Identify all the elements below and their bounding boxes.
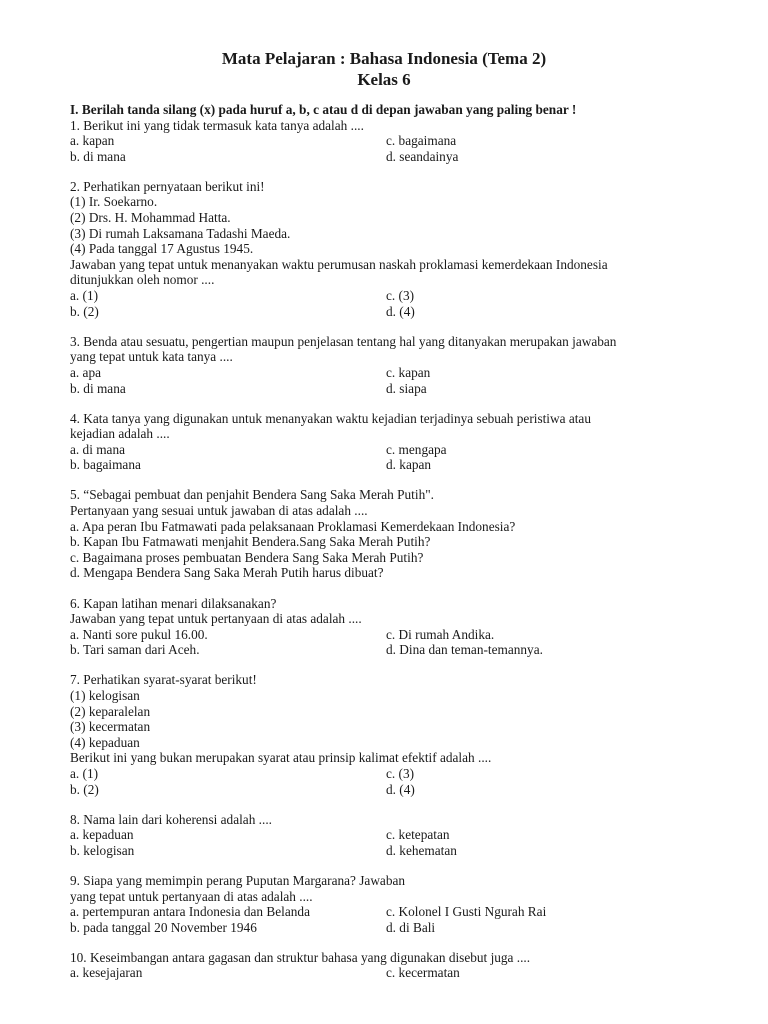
option-row bbox=[70, 904, 710, 920]
statement-item: (4) Pada tanggal 17 Agustus 1945. bbox=[70, 241, 254, 257]
option-c: c. bagaimana bbox=[386, 133, 457, 149]
question-1 bbox=[70, 118, 710, 165]
question-prompt: Berikut ini yang bukan merupakan syarat atau prinsip kalimat efektif adalah .... bbox=[70, 750, 492, 766]
option-b: b. (2) bbox=[70, 781, 99, 797]
option-b: b. Tari saman dari Aceh. bbox=[70, 642, 200, 658]
option-c: c. Di rumah Andika. bbox=[386, 626, 495, 642]
question-stem: 9. Siapa yang memimpin perang Puputan Margarana? Jawaban bbox=[70, 872, 406, 888]
option-row bbox=[70, 442, 710, 458]
question-stem: yang tepat untuk pertanyaan di atas adalah .... bbox=[70, 888, 313, 904]
page-subtitle: Kelas 6 bbox=[357, 70, 411, 89]
option-row bbox=[70, 288, 710, 304]
option-a: a. (1) bbox=[70, 288, 99, 304]
option-row bbox=[70, 843, 710, 859]
option-a: a. apa bbox=[70, 364, 102, 380]
option-c: c. (3) bbox=[386, 288, 415, 304]
question-stem: 2. Perhatikan pernyataan berikut ini! bbox=[70, 178, 265, 194]
question-stem: 4. Kata tanya yang digunakan untuk menanyakan waktu kejadian terjadinya sebuah peristiwa atau bbox=[70, 410, 591, 426]
option-a: a. di mana bbox=[70, 441, 126, 457]
statement-item: (3) Di rumah Laksamana Tadashi Maeda. bbox=[70, 225, 291, 241]
question-2 bbox=[70, 179, 710, 319]
option-c: c. ketepatan bbox=[386, 827, 450, 843]
option-c: c. kecermatan bbox=[386, 965, 460, 981]
question-stem: 10. Keseimbangan antara gagasan dan struktur bahasa yang digunakan disebut juga .... bbox=[70, 949, 531, 965]
option-d: d. (4) bbox=[386, 781, 415, 797]
option-a: a. pertempuran antara Indonesia dan Belanda bbox=[70, 904, 310, 920]
statement-item: (4) kepaduan bbox=[70, 734, 140, 750]
option-c: c. Bagaimana proses pembuatan Bendera Sang Saka Merah Putih? bbox=[70, 549, 424, 565]
statement-item: (1) kelogisan bbox=[70, 688, 140, 703]
page-title: Mata Pelajaran : Bahasa Indonesia (Tema 2) bbox=[221, 49, 547, 68]
question-stem: 7. Perhatikan syarat-syarat berikut! bbox=[70, 672, 257, 688]
option-b: b. kelogisan bbox=[70, 842, 135, 858]
question-stem: kejadian adalah .... bbox=[70, 426, 170, 442]
option-d: d. di Bali bbox=[386, 919, 436, 935]
statement-item: (3) kecermatan bbox=[70, 719, 151, 735]
question-prompt: ditunjukkan oleh nomor .... bbox=[70, 272, 215, 288]
statement-item: (2) keparalelan bbox=[70, 703, 151, 719]
question-stem: yang tepat untuk kata tanya .... bbox=[70, 349, 233, 365]
option-row bbox=[70, 766, 710, 782]
option-row bbox=[70, 304, 710, 320]
question-stem: 1. Berikut ini yang tidak termasuk kata tanya adalah .... bbox=[70, 117, 364, 133]
option-row bbox=[70, 782, 710, 798]
option-a: a. (1) bbox=[70, 765, 99, 781]
question-3 bbox=[70, 334, 710, 396]
question-7 bbox=[70, 672, 710, 797]
option-row bbox=[70, 149, 710, 165]
option-b: b. di mana bbox=[70, 380, 126, 396]
question-stem: 3. Benda atau sesuatu, pengertian maupun penjelasan tentang hal yang ditanyakan merupakan jawaban bbox=[70, 333, 617, 349]
statement-item: (2) Drs. H. Mohammad Hatta. bbox=[70, 210, 231, 226]
question-6 bbox=[70, 596, 710, 658]
question-stem: Jawaban yang tepat untuk pertanyaan di atas adalah .... bbox=[70, 611, 362, 627]
option-c: c. (3) bbox=[386, 765, 415, 781]
option-row bbox=[70, 965, 710, 981]
option-d: d. Mengapa Bendera Sang Saka Merah Putih harus dibuat? bbox=[70, 565, 384, 581]
option-d: d. (4) bbox=[386, 303, 415, 319]
statement-item: (1) Ir. Soekarno. bbox=[70, 194, 158, 210]
option-d: d. Dina dan teman-temannya. bbox=[386, 642, 543, 658]
option-row bbox=[70, 457, 710, 473]
option-a: a. kesejajaran bbox=[70, 965, 143, 981]
question-4 bbox=[70, 411, 710, 473]
option-row bbox=[70, 381, 710, 397]
question-stem: 8. Nama lain dari koherensi adalah .... bbox=[70, 811, 272, 827]
option-a: a. kepaduan bbox=[70, 827, 134, 843]
option-a: a. Apa peran Ibu Fatmawati pada pelaksanaan Proklamasi Kemerdekaan Indonesia? bbox=[70, 518, 516, 534]
worksheet-header bbox=[0, 48, 768, 90]
question-prompt: Jawaban yang tepat untuk menanyakan waktu perumusan naskah proklamasi kemerdekaan Indonesia bbox=[70, 256, 608, 272]
question-10 bbox=[70, 950, 710, 981]
option-b: b. pada tanggal 20 November 1946 bbox=[70, 919, 257, 935]
question-9 bbox=[70, 873, 710, 935]
option-row bbox=[70, 642, 710, 658]
option-row bbox=[70, 920, 710, 936]
question-stem: 5. “Sebagai pembuat dan penjahit Bendera Sang Saka Merah Putih". bbox=[70, 487, 434, 503]
option-c: c. mengapa bbox=[386, 441, 447, 457]
option-c: c. kapan bbox=[386, 364, 431, 380]
option-b: b. (2) bbox=[70, 303, 99, 319]
question-5 bbox=[70, 487, 710, 581]
question-list bbox=[70, 102, 710, 981]
question-stem: Pertanyaan yang sesuai untuk jawaban di atas adalah .... bbox=[70, 503, 368, 519]
option-a: a. kapan bbox=[70, 133, 115, 149]
option-d: d. kapan bbox=[386, 457, 432, 473]
option-d: d. siapa bbox=[386, 380, 427, 396]
option-c: c. Kolonel I Gusti Ngurah Rai bbox=[386, 904, 547, 920]
option-b: b. bagaimana bbox=[70, 457, 141, 473]
question-8 bbox=[70, 812, 710, 859]
option-d: d. seandainya bbox=[386, 148, 459, 164]
option-b: b. di mana bbox=[70, 148, 126, 164]
instruction-text: I. Berilah tanda silang (x) pada huruf a, b, c atau d di depan jawaban yang paling benar ! bbox=[70, 102, 577, 117]
option-a: a. Nanti sore pukul 16.00. bbox=[70, 626, 208, 642]
option-d: d. kehematan bbox=[386, 842, 457, 858]
question-stem: 6. Kapan latihan menari dilaksanakan? bbox=[70, 595, 277, 611]
option-b: b. Kapan Ibu Fatmawati menjahit Bendera.Sang Saka Merah Putih? bbox=[70, 534, 431, 550]
option-row bbox=[70, 827, 710, 843]
option-row bbox=[70, 133, 710, 149]
option-row bbox=[70, 365, 710, 381]
option-row bbox=[70, 627, 710, 643]
